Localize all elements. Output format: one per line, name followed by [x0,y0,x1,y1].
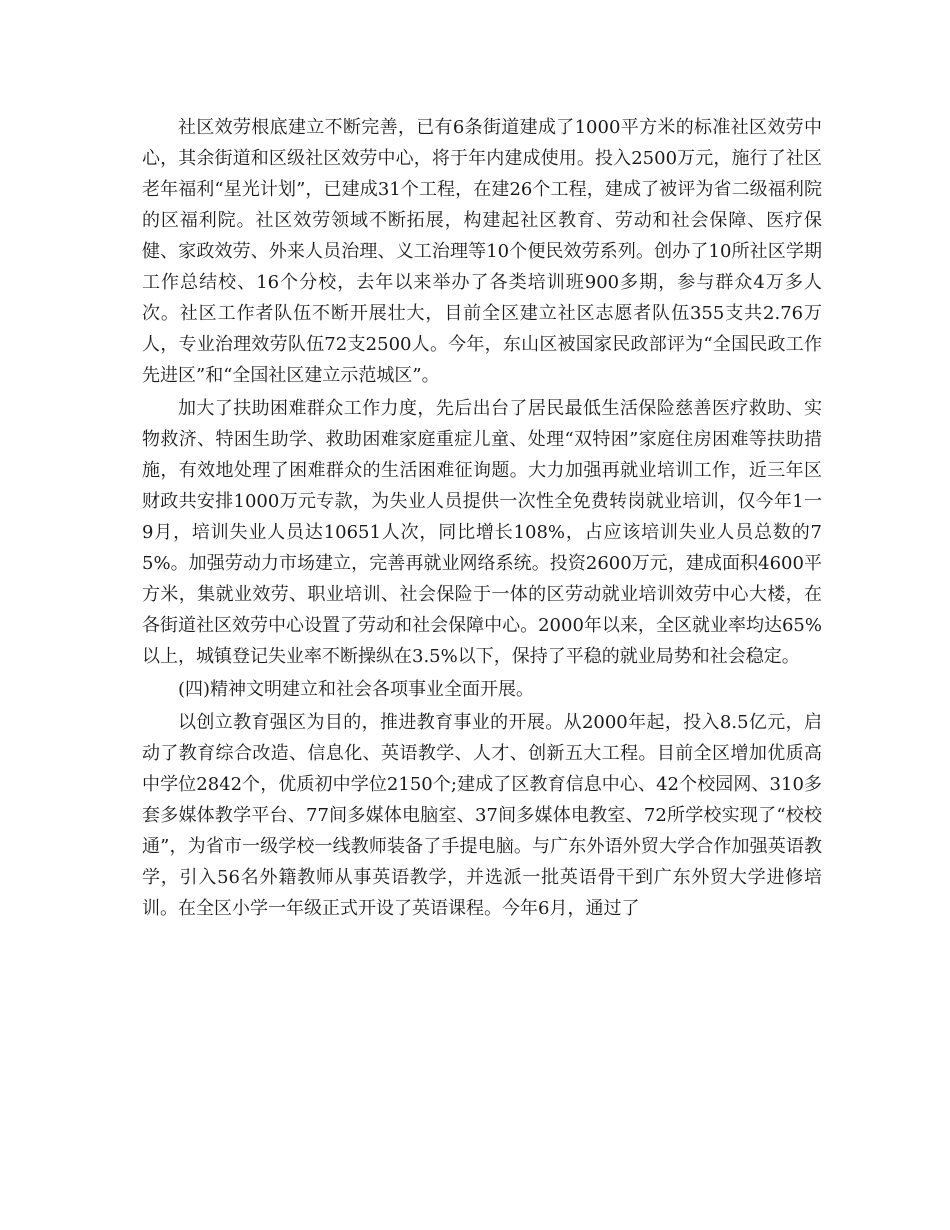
paragraph-community-services: 社区效劳根底建立不断完善，已有6条街道建成了1000平方米的标准社区效劳中心，其余街道和区级社区效劳中心，将于年内建成使用。投入2500万元，施行了社区老年福利“星光计划”，已建成31个工程，在建26个工程，建成了被评为省二级福利院的区福利院。社区效劳领域不断拓展，构建起社区教育、劳动和社会保障、医疗保健、家政效劳、外来人员治理、义工治理等10个便民效劳系列。创办了10所社区学期工作总结校、16个分校，去年以来举办了各类培训班900多期，参与群众4万多人次。社区工作者队伍不断开展壮大，目前全区建立社区志愿者队伍355支共2.76万人，专业治理效劳队伍72支2500人。今年，东山区被国家民政部评为“全国民政工作先进区”和“全国社区建立示范城区”。 [142,117,822,386]
section-heading-civilization: (四)精神文明建立和社会各项事业全面开展。 [178,679,535,700]
paragraph-assistance-employment: 加大了扶助困难群众工作力度，先后出台了居民最低生活保险慈善医疗救助、实物救济、特困生助学、救助困难家庭重症儿童、处理“双特困”家庭住房困难等扶助措施，有效地处理了困难群众的生活困难征询题。大力加强再就业培训工作，近三年区财政共安排1000万元专款，为失业人员提供一次性全免费转岗就业培训，仅今年1一9月，培训失业人员达10651人次，同比增长108%，占应该培训失业人员总数的75%。加强劳动力市场建立，完善再就业网络系统。投资2600万元，建成面积4600平方米，集就业效劳、职业培训、社会保险于一体的区劳动就业培训效劳中心大楼，在各街道社区效劳中心设置了劳动和社会保障中心。2000年以来，全区就业率均达65%以上，城镇登记失业率不断操纵在3.5%以下，保持了平稳的就业局势和社会稳定。 [142,398,822,667]
document-body [142,112,822,924]
paragraph-education: 以创立教育强区为目的，推进教育事业的开展。从2000年起，投入8.5亿元，启动了教育综合改造、信息化、英语教学、人才、创新五大工程。目前全区增加优质高中学位2842个，优质初中学位2150个;建成了区教育信息中心、42个校园网、310多套多媒体教学平台、77间多媒体电脑室、37间多媒体电教室、72所学校实现了“校校通”，为省市一级学校一线教师装备了手提电脑。与广东外语外贸大学合作加强英语教学，引入56名外籍教师从事英语教学，并选派一批英语骨干到广东外贸大学进修培训。在全区小学一年级正式开设了英语课程。今年6月，通过了 [142,712,822,919]
